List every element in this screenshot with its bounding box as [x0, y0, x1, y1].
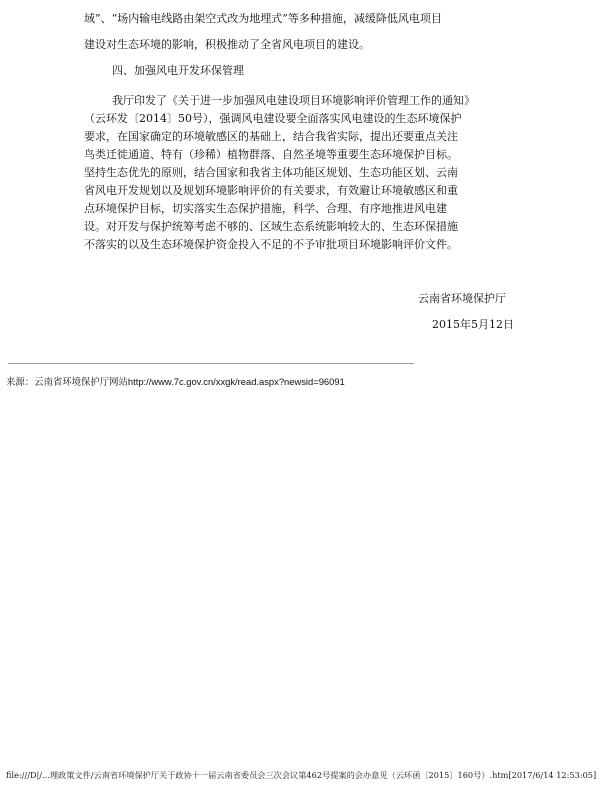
source-label: 来源：云南省环境保护厅网站: [6, 376, 128, 387]
paragraph-line: 点环境保护目标，切实落实生态保护措施，科学、合理、有序地推进风电建: [84, 202, 447, 215]
paragraph-line: （云环发〔2014〕50号），强调风电建设要全面落实风电建设的生态环境保护: [84, 112, 462, 125]
paragraph-line: 省风电开发规划以及规划环境影响评价的有关要求，有效避让环境敏感区和重: [84, 184, 458, 197]
paragraph-line: 鸟类迁徙通道、特有（珍稀）植物群落、自然圣境等重要生态环境保护目标。: [84, 148, 458, 161]
continuation-line: 域”、“场内输电线路由架空式改为地埋式”等多种措施，减缓降低风电项目: [84, 12, 442, 25]
paragraph-line: 我厅印发了《关于进一步加强风电建设项目环境影响评价管理工作的通知》: [112, 94, 475, 107]
footer-file-path: file:///D|/...理政策文件/云南省环境保护厅关于政协十一届云南省委员会三次会议第462号提案的会办意见（云环函〔2015〕160号）.htm[2017/6/14 12:53:05]: [6, 770, 597, 780]
continuation-line: 建设对生态环境的影响，积极推动了全省风电项目的建设。: [84, 38, 370, 51]
paragraph-line: 要求，在国家确定的环境敏感区的基础上，结合我省实际，提出还要重点关注: [84, 130, 458, 143]
signature-organization: 云南省环境保护厅: [418, 292, 506, 305]
paragraph-line: 坚持生态优先的原则，结合国家和我省主体功能区规划、生态功能区划、云南: [84, 166, 458, 179]
section-heading: 四、加强风电开发环保管理: [112, 64, 244, 77]
paragraph-line: 设。对开发与保护统筹考虑不够的、区域生态系统影响较大的、生态环保措施: [84, 220, 458, 233]
paragraph-line: 不落实的以及生态环境保护资金投入不足的不予审批项目环境影响评价文件。: [84, 238, 458, 251]
divider-line: [8, 363, 414, 364]
source-link[interactable]: http://www.7c.gov.cn/xxgk/read.aspx?newsid=96091: [127, 376, 345, 387]
signature-date: 2015年5月12日: [432, 318, 514, 331]
source-line: [6, 376, 345, 388]
